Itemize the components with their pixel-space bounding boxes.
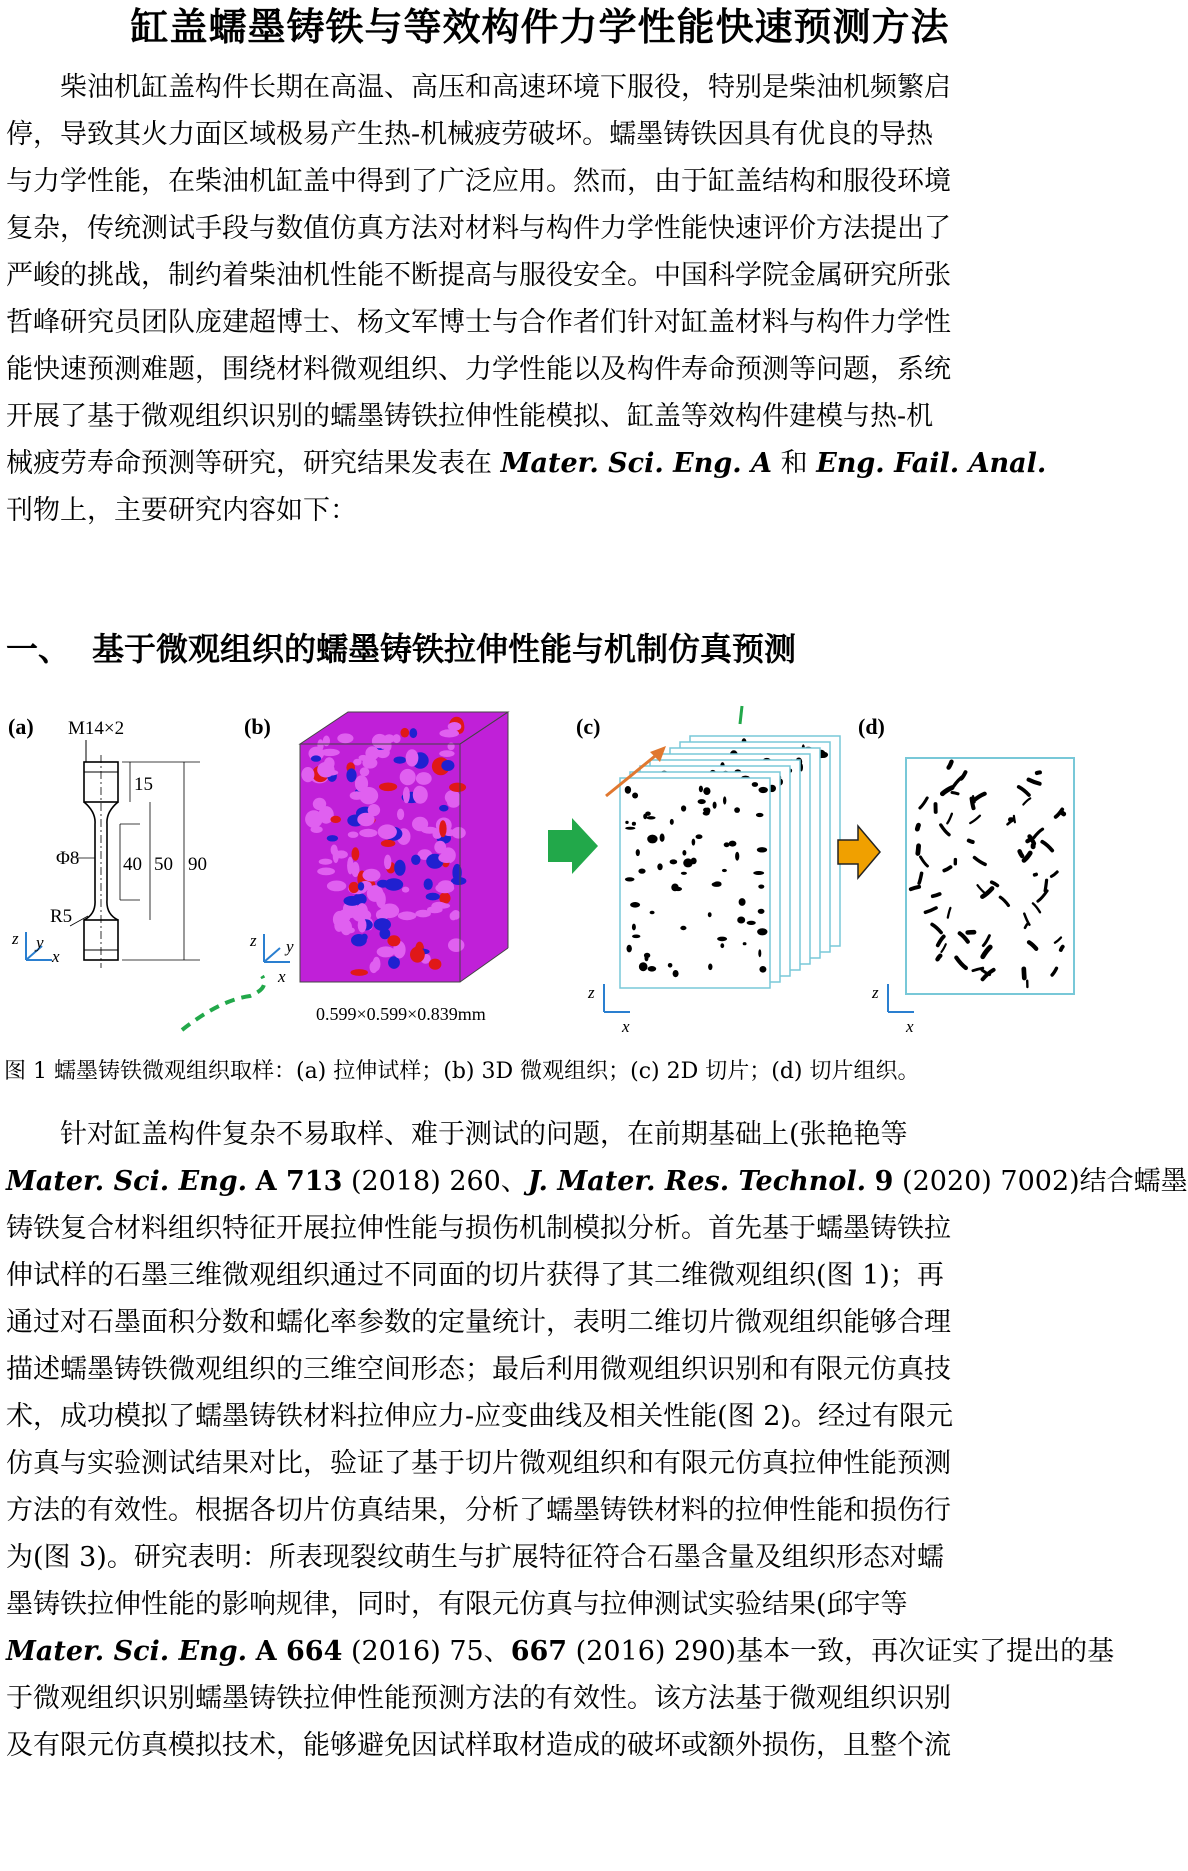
graphite-spot	[625, 786, 631, 794]
graphite-flake	[1062, 812, 1064, 814]
graphite-spot	[753, 871, 764, 875]
graphite-particle	[445, 790, 460, 804]
slice	[620, 778, 770, 988]
graphite-particle	[374, 918, 391, 931]
graphite-spot	[647, 835, 657, 844]
graphite-spot	[703, 787, 710, 795]
graphite-particle	[349, 882, 359, 893]
graphite-flake	[1035, 874, 1037, 875]
graphite-particle	[377, 946, 395, 957]
graphite-particle	[344, 896, 361, 906]
body-line: 墨铸铁拉伸性能的影响规律，同时，有限元仿真与拉伸测试实验结果(邱宇等	[6, 1589, 908, 1620]
citation-text: (2016) 75、	[342, 1636, 511, 1667]
graphite-particle	[323, 770, 338, 776]
graphite-particle	[337, 733, 353, 743]
panel-c-label: (c)	[576, 714, 601, 739]
page-title: 缸盖蠕墨铸铁与等效构件力学性能快速预测方法	[130, 5, 950, 49]
panel-a-label: (a)	[8, 714, 34, 739]
body-line: 仿真与实验测试结果对比，验证了基于切片微观组织和有限元仿真拉伸性能预测	[6, 1448, 951, 1479]
volume-number: 667	[510, 1636, 568, 1667]
section-number: 一、	[6, 630, 71, 668]
graphite-particle	[346, 768, 356, 782]
graphite-spot	[698, 799, 706, 804]
journal-name: Mater. Sci. Eng. A	[500, 448, 773, 479]
panel-b-label: (b)	[244, 714, 271, 739]
graphite-spot	[696, 834, 703, 839]
graphite-particle	[378, 824, 397, 839]
graphite-spot	[737, 917, 745, 924]
citation-text: (2016) 290)基本一致，再次证实了提出的基	[567, 1636, 1115, 1667]
graphite-particle	[335, 850, 348, 858]
axis-x-label: x	[278, 967, 286, 986]
graphite-flake	[952, 793, 958, 794]
graphite-spot	[691, 858, 697, 865]
axis-z-label: z	[250, 931, 257, 950]
axis-y-label: y	[286, 937, 294, 956]
graphite-particle	[435, 883, 454, 893]
graphite-spot	[735, 852, 739, 861]
graphite-spot	[670, 819, 674, 825]
graphite-spot	[625, 821, 628, 824]
graphite-spot	[636, 849, 640, 856]
graphite-particle	[377, 880, 389, 888]
graphite-particle	[397, 809, 404, 820]
graphite-particle	[358, 918, 367, 933]
graphite-particle	[352, 847, 360, 861]
graphite-spot	[722, 869, 727, 872]
graphite-spot	[625, 877, 635, 881]
slice-frame	[620, 778, 770, 988]
green-dashed-curve	[182, 976, 264, 1030]
figure-1	[0, 700, 1080, 1040]
intro-line: 能快速预测难题，围绕材料微观组织、力学性能以及构件寿命预测等问题，系统	[6, 354, 951, 385]
graphite-particle	[402, 887, 409, 893]
graphite-particle	[406, 749, 419, 766]
graphite-spot	[714, 881, 722, 885]
citation-text: (2018) 260、	[342, 1166, 528, 1197]
graphite-spot	[759, 787, 768, 793]
figure-1-graphic	[0, 700, 1080, 1040]
graphite-spot	[625, 827, 635, 830]
body-line	[6, 1158, 1188, 1205]
graphite-particle	[351, 934, 367, 946]
section-title: 基于微观组织的蠕墨铸铁拉伸性能与机制仿真预测	[92, 630, 797, 668]
graphite-spot	[657, 863, 662, 870]
graphite-spot	[681, 805, 686, 811]
panel-b	[182, 712, 508, 1030]
graphite-particle	[317, 868, 335, 876]
body-line: 伸试样的石墨三维微观组织通过不同面的切片获得了其二维微观组织(图 1)；再	[6, 1260, 944, 1291]
graphite-particle	[394, 860, 405, 876]
body-line: 为(图 3)。研究表明：所表现裂纹萌生与扩展特征符合石墨含量及组织形态对蠕	[6, 1542, 944, 1573]
graphite-spot	[632, 822, 636, 826]
graphite-particle	[439, 750, 454, 757]
graphite-particle	[301, 767, 314, 782]
graphite-particle	[355, 775, 368, 792]
graphite-spot	[630, 902, 640, 908]
graphite-particle	[449, 783, 466, 792]
thread-label: M14×2	[68, 718, 125, 739]
orange-arrow	[838, 826, 880, 878]
graphite-particle	[415, 910, 431, 918]
graphite-particle	[356, 903, 368, 919]
graphite-particle	[350, 969, 368, 976]
journal-name: Mater. Sci. Eng.	[6, 1166, 248, 1197]
graphite-flake	[938, 956, 941, 960]
graphite-particle	[368, 804, 380, 816]
axis-y-label: y	[36, 933, 44, 952]
graphite-particle	[416, 772, 432, 785]
graphite-particle	[319, 859, 333, 865]
graphite-spot	[729, 841, 737, 847]
graphite-spot	[670, 859, 678, 864]
axis-x-label: x	[906, 1017, 914, 1036]
graphite-particle	[353, 759, 361, 766]
graphite-spot	[708, 912, 712, 917]
graphite-particle	[387, 935, 400, 946]
graphite-particle	[409, 728, 417, 738]
body-line: 术，成功模拟了蠕墨铸铁材料拉伸应力-应变曲线及相关性能(图 2)。经过有限元	[6, 1401, 953, 1432]
intro-text: 械疲劳寿命预测等研究，研究结果发表在	[6, 448, 492, 479]
graphite-particle	[426, 893, 440, 901]
graphite-spot	[627, 945, 632, 953]
green-direction-arrow	[740, 706, 742, 724]
graphite-flake	[911, 887, 919, 889]
graphite-particle	[347, 857, 353, 875]
body-line	[6, 1628, 1115, 1675]
graphite-flake	[917, 825, 918, 829]
graphite-spot	[756, 813, 764, 817]
body-line: 描述蠕墨铸铁微观组织的三维空间形态；最后利用微观组织识别和有限元仿真技	[6, 1354, 951, 1385]
graphite-particle	[384, 855, 391, 870]
graphite-particle	[362, 757, 377, 768]
radius-label: R5	[50, 906, 73, 927]
graphite-spot	[747, 921, 756, 925]
graphite-spot	[682, 850, 686, 856]
graphite-spot	[717, 937, 727, 942]
graphite-spot	[723, 796, 726, 804]
graphite-flake	[1045, 880, 1047, 891]
graphite-spot	[743, 942, 747, 945]
graphite-flake	[1024, 969, 1025, 978]
graphite-spot	[759, 966, 766, 973]
graphite-particle	[372, 734, 388, 748]
graphite-spot	[692, 839, 696, 846]
graphite-particle	[393, 734, 401, 743]
graphite-spot	[646, 816, 655, 819]
dim-50: 50	[154, 854, 173, 875]
axis-z-label: z	[12, 929, 19, 948]
graphite-particle	[334, 919, 343, 932]
graphite-flake	[1037, 772, 1040, 773]
graphite-spot	[648, 966, 657, 972]
graphite-particle	[339, 909, 359, 918]
axis-z-label: z	[588, 983, 595, 1002]
graphite-spot	[758, 909, 765, 914]
graphite-flake	[933, 894, 940, 896]
volume-number: A 664	[255, 1636, 343, 1667]
graphite-particle	[411, 855, 420, 865]
graphite-spot	[724, 842, 730, 847]
intro-line: 复杂，传统测试手段与数值仿真方法对材料与构件力学性能快速评价方法提出了	[6, 213, 951, 244]
graphite-particle	[448, 938, 464, 952]
axis-x-label: x	[622, 1017, 630, 1036]
graphite-spot	[708, 964, 712, 971]
conjunction: 和	[780, 448, 808, 479]
graphite-particle	[381, 840, 396, 847]
graphite-particle	[439, 805, 448, 812]
graphite-particle	[317, 739, 323, 751]
graphite-particle	[363, 869, 381, 882]
graphite-flake	[1061, 947, 1063, 950]
green-arrow	[548, 818, 598, 874]
graphite-spot	[668, 963, 673, 968]
graphite-spot	[734, 807, 740, 813]
graphite-spot	[680, 926, 686, 930]
dim-90: 90	[188, 854, 207, 875]
graphite-particle	[412, 817, 428, 831]
axis-z-label: z	[872, 983, 879, 1002]
intro-line: 哲峰研究员团队庞建超博士、杨文军博士与合作者们针对缸盖材料与构件力学性	[6, 307, 951, 338]
graphite-spot	[632, 935, 640, 939]
volume-size-label: 0.599×0.599×0.839mm	[316, 1004, 486, 1024]
graphite-spot	[674, 887, 682, 891]
body-line: 针对缸盖构件复杂不易取样、难于测试的问题，在前期基础上(张艳艳等	[60, 1119, 908, 1150]
graphite-spot	[758, 949, 761, 957]
journal-name: J. Mater. Res. Technol.	[527, 1166, 867, 1197]
graphite-flake	[969, 841, 973, 842]
graphite-particle	[438, 853, 455, 863]
dim-40: 40	[123, 854, 142, 875]
body-paragraph	[6, 1111, 1188, 1769]
graphite-spot	[739, 898, 746, 906]
graphite-spot	[720, 943, 724, 948]
graphite-particle	[439, 820, 446, 837]
graphite-particle	[448, 722, 462, 731]
graphite-particle	[401, 728, 410, 738]
graphite-particle	[313, 798, 326, 810]
intro-line: 刊物上，主要研究内容如下：	[6, 495, 357, 526]
intro-line: 严峻的挑战，制约着柴油机性能不断提高与服役安全。中国科学院金属研究所张	[6, 260, 951, 291]
journal-name: Mater. Sci. Eng.	[6, 1636, 248, 1667]
graphite-particle	[424, 879, 433, 890]
panel-a	[8, 714, 207, 968]
graphite-particle	[398, 911, 417, 920]
graphite-spot	[752, 782, 758, 787]
specimen-gauge-left	[84, 802, 95, 920]
intro-line: 柴油机缸盖构件长期在高温、高压和高速环境下服役，特别是柴油机频繁启	[60, 72, 951, 103]
graphite-particle	[379, 783, 397, 792]
panel-c	[576, 706, 840, 1036]
body-line: 方法的有效性。根据各切片仿真结果，分析了蠕墨铸铁材料的拉伸性能和损伤行	[6, 1495, 951, 1526]
graphite-particle	[327, 835, 338, 841]
intro-line: 开展了基于微观组织识别的蠕墨铸铁拉伸性能模拟、缸盖等效构件建模与热-机	[6, 401, 934, 432]
axis-x-label: x	[52, 947, 60, 966]
graphite-spot	[638, 869, 645, 874]
graphite-spot	[650, 911, 655, 915]
graphite-particle	[359, 829, 377, 838]
graphite-particle	[360, 767, 370, 776]
graphite-particle	[441, 760, 454, 771]
body-line: 于微观组织识别蠕墨铸铁拉伸性能预测方法的有效性。该方法基于微观组织识别	[6, 1683, 951, 1714]
graphite-particle	[327, 881, 346, 892]
graphite-spot	[660, 834, 665, 842]
body-line: 及有限元仿真模拟技术，能够避免因试样取材造成的破坏或额外损伤，且整个流	[6, 1730, 951, 1761]
graphite-spot	[632, 924, 636, 931]
slice-image	[906, 758, 1074, 994]
graphite-particle	[451, 910, 460, 920]
intro-paragraph	[6, 64, 1074, 534]
graphite-spot	[681, 872, 687, 875]
body-line: 通过对石墨面积分数和蠕化率参数的定量统计，表明二维切片微观组织能够合理	[6, 1307, 951, 1338]
diameter-label: Φ8	[56, 848, 80, 869]
graphite-flake	[918, 846, 919, 854]
graphite-spot	[699, 786, 703, 793]
graphite-spot	[713, 802, 717, 809]
graphite-spot	[639, 962, 648, 971]
panel-d-label: (d)	[858, 714, 885, 739]
slice-stack	[620, 736, 840, 988]
journal-name: Eng. Fail. Anal.	[816, 448, 1047, 479]
graphite-spot	[673, 970, 679, 977]
graphite-spot	[703, 808, 709, 813]
graphite-particle	[358, 882, 364, 891]
citation-text: (2020) 7002)结合蠕墨	[893, 1166, 1188, 1197]
specimen-gauge-right	[107, 802, 118, 920]
graphite-particle	[330, 816, 341, 823]
figure-caption: 图 1 蠕墨铸铁微观组织取样：(a) 拉伸试样；(b) 3D 微观组织；(c) 2D 切片；(d) 切片组织。	[4, 1059, 920, 1084]
graphite-particle	[323, 736, 330, 747]
graphite-particle	[403, 787, 410, 804]
intro-line: 与力学性能，在柴油机缸盖中得到了广泛应用。然而，由于缸盖结构和服役环境	[6, 166, 951, 197]
graphite-spot	[758, 885, 764, 889]
intro-line	[6, 440, 1074, 487]
intro-line: 停，导致其火力面区域极易产生热-机械疲劳破坏。蠕墨铸铁因具有优良的导热	[6, 119, 934, 150]
graphite-particle	[413, 786, 426, 804]
graphite-spot	[632, 793, 638, 799]
graphite-particle	[370, 961, 378, 973]
graphite-particle	[348, 832, 359, 838]
section-heading	[6, 627, 1074, 671]
graphite-particle	[394, 757, 407, 764]
graphite-spot	[645, 812, 651, 816]
graphite-particle	[305, 810, 323, 828]
graphite-particle	[311, 755, 321, 761]
volume-number: 9	[874, 1166, 894, 1197]
graphite-particle	[410, 947, 425, 963]
graphite-spot	[757, 847, 767, 852]
graphite-flake	[949, 762, 952, 768]
graphite-particle	[400, 769, 416, 785]
body-line: 铸铁复合材料组织特征开展拉伸性能与损伤机制模拟分析。首先基于蠕墨铸铁拉	[6, 1213, 951, 1244]
volume-number: A 713	[255, 1166, 343, 1197]
graphite-spot	[757, 928, 767, 935]
graphite-particle	[429, 959, 442, 970]
panel-d	[858, 714, 1074, 1036]
graphite-particle	[434, 841, 446, 854]
graphite-flake	[1020, 851, 1023, 856]
dim-15: 15	[134, 774, 153, 795]
graphite-spot	[645, 955, 649, 962]
